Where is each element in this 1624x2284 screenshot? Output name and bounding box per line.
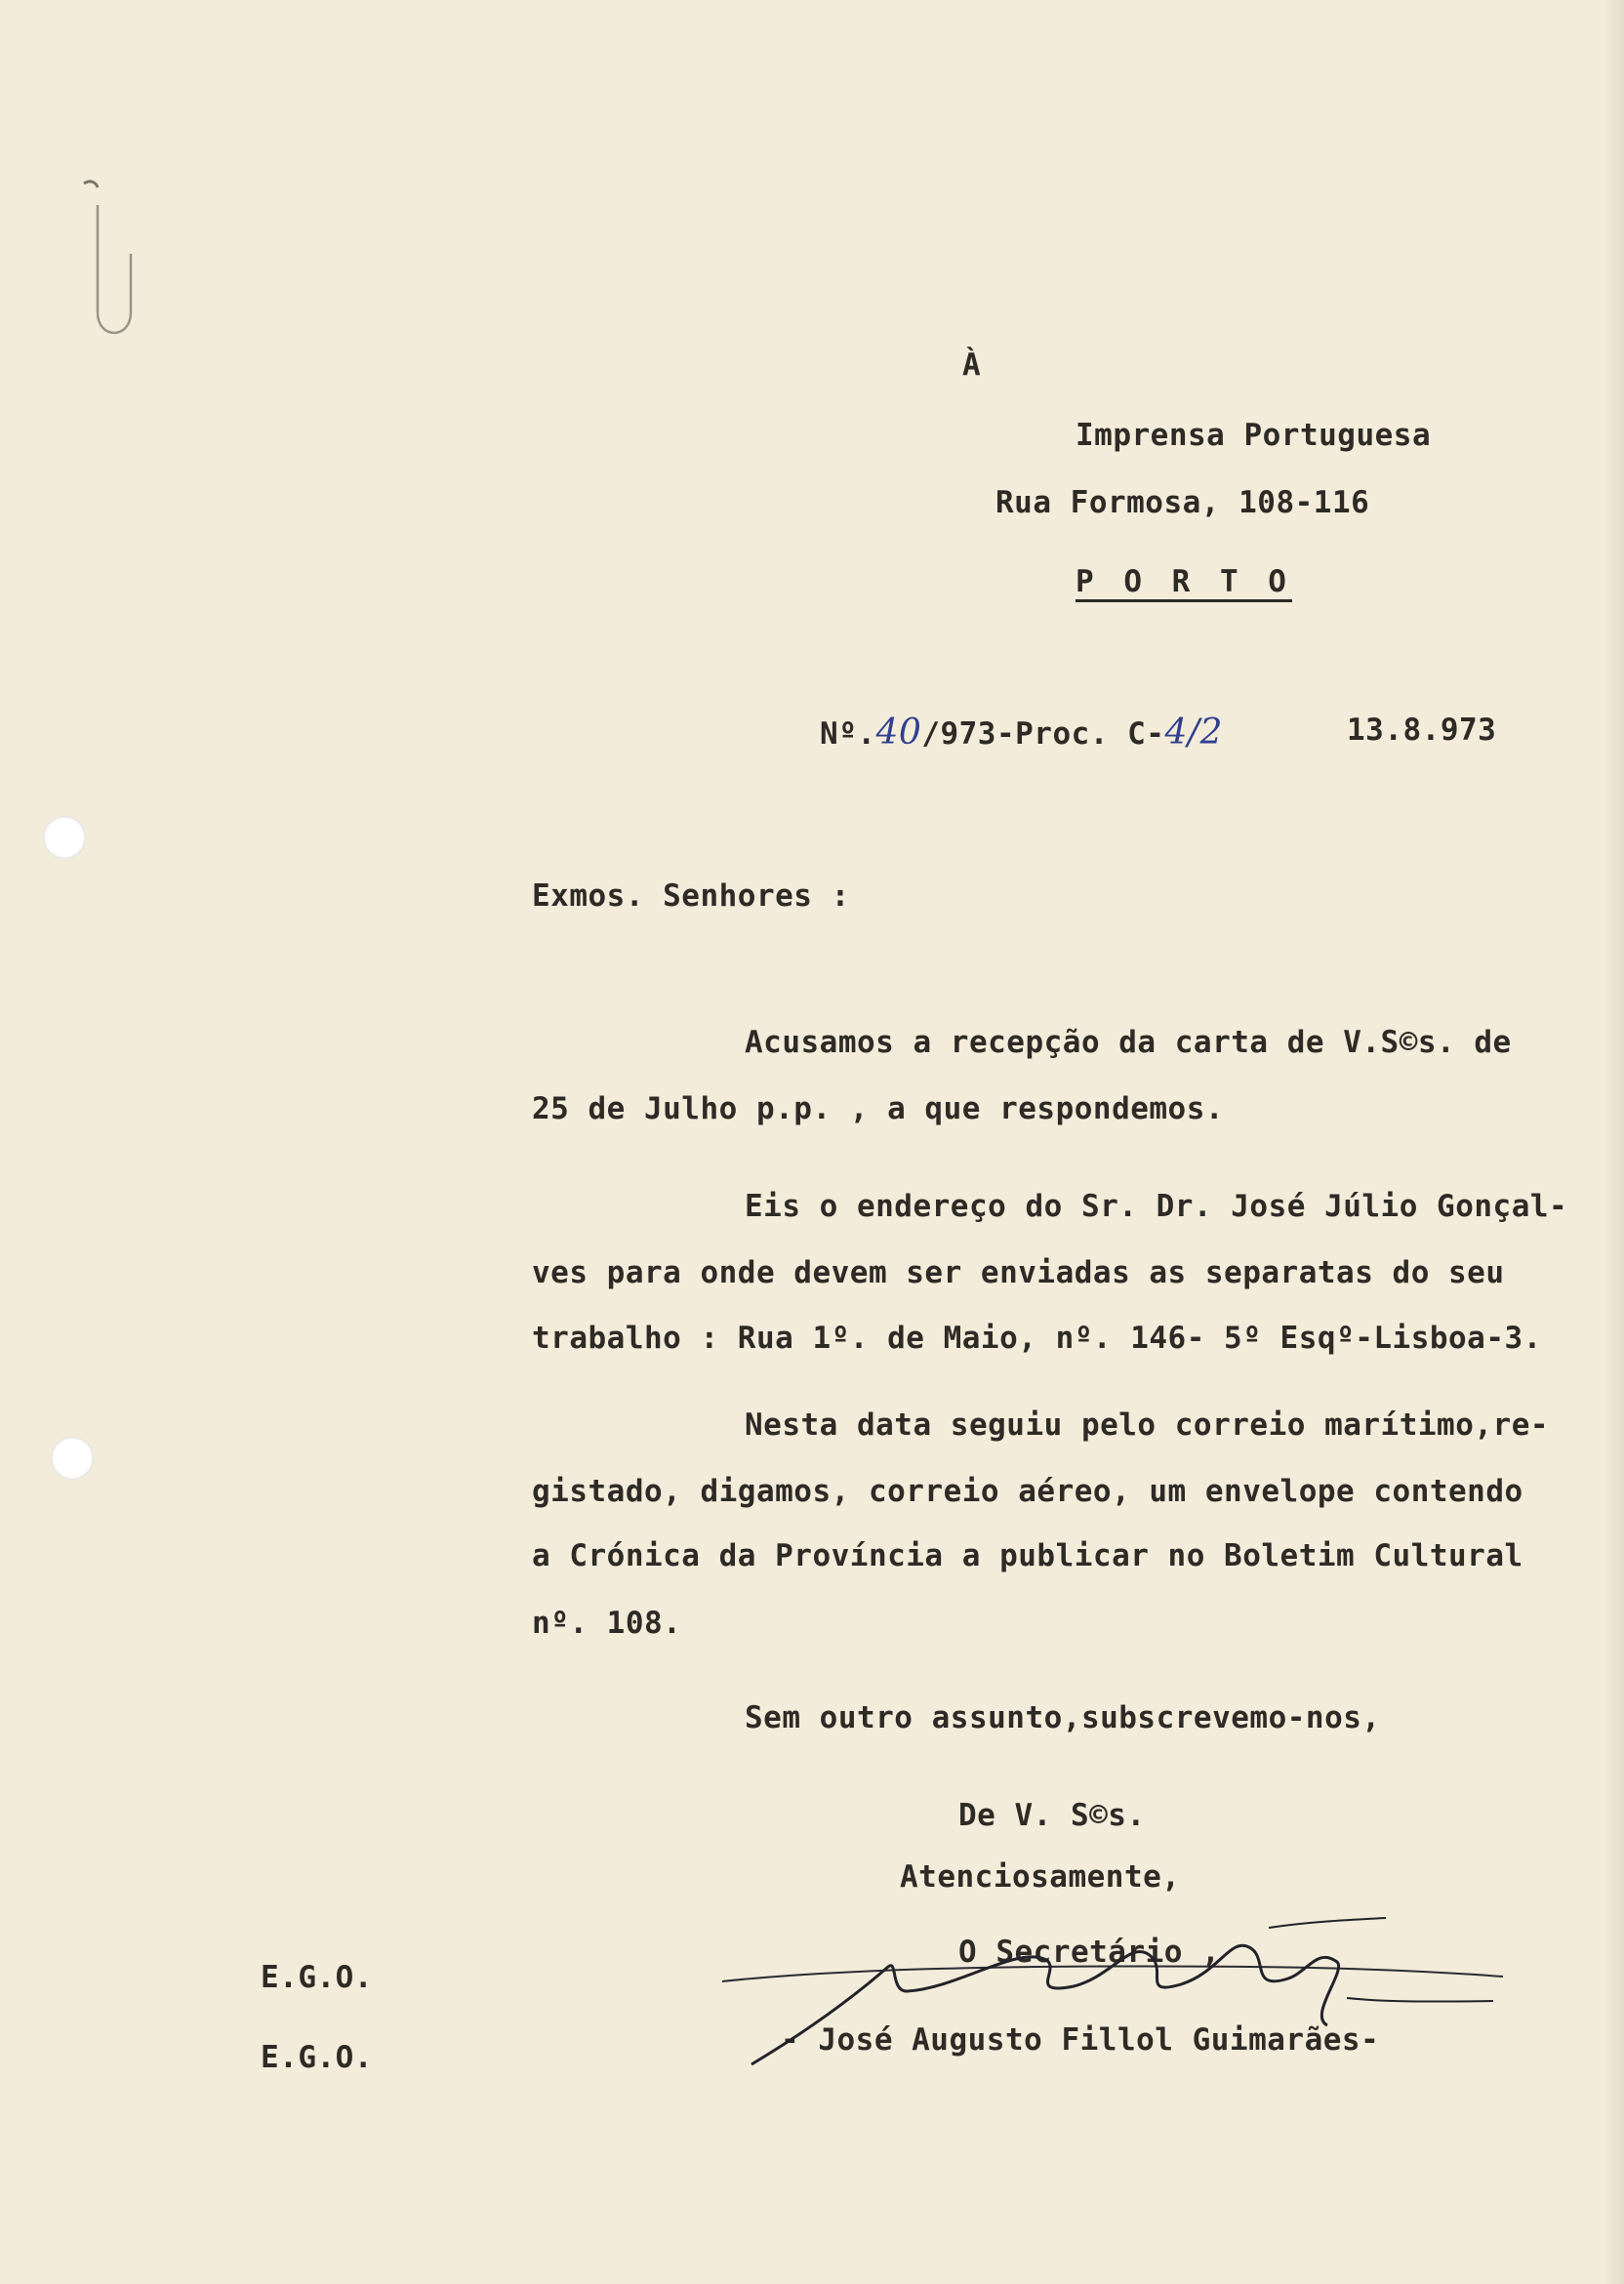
body-line: Acusamos a recepção da carta de V.S©s. de [745, 1025, 1512, 1060]
body-line: ves para onde devem ser enviadas as separatas do seu [532, 1255, 1505, 1290]
reference-number-handwritten: 40 [875, 713, 922, 753]
recipient-address: Rua Formosa, 108-116 [995, 485, 1370, 520]
punch-hole [43, 816, 86, 859]
salutation-prefix: À [962, 347, 982, 383]
paper-edge [1603, 0, 1624, 2284]
body-line: gistado, digamos, correio aéreo, um envelope contendo [532, 1474, 1523, 1509]
closing-line: De V. S©s. [958, 1798, 1146, 1833]
body-line: nº. 108. [532, 1606, 682, 1641]
reference-prefix: Nº. [820, 716, 876, 752]
handwritten-signature [722, 1908, 1522, 2084]
body-line: Eis o endereço do Sr. Dr. José Júlio Gonçal- [745, 1189, 1568, 1224]
reference-middle: /973-Proc. C- [921, 716, 1165, 752]
signatory-name: - José Augusto Fillol Guimarães- [781, 2022, 1380, 2058]
body-line: trabalho : Rua 1º. de Maio, nº. 146- 5º Esqº-Lisboa-3. [532, 1321, 1542, 1356]
recipient-city: P O R T O [1076, 564, 1292, 599]
proc-suffix-handwritten: 4/2 [1164, 713, 1223, 753]
recipient-name: Imprensa Portuguesa [1076, 418, 1432, 453]
letter-date: 13.8.973 [1347, 713, 1497, 748]
greeting: Exmos. Senhores : [532, 878, 850, 914]
closing-line: Atenciosamente, [900, 1859, 1181, 1895]
signatory-title: O Secretário , [958, 1935, 1221, 1970]
punch-hole [51, 1437, 94, 1480]
body-line: a Crónica da Província a publicar no Boletim Cultural [532, 1538, 1523, 1573]
copy-note: E.G.O. [261, 1960, 373, 1995]
closing-line: Sem outro assunto,subscrevemo-nos, [745, 1700, 1381, 1735]
paperclip-mark [76, 176, 133, 342]
reference-line [820, 713, 1223, 753]
body-line: Nesta data seguiu pelo correio marítimo,re- [745, 1407, 1550, 1443]
copy-note: E.G.O. [261, 2040, 373, 2075]
body-line: 25 de Julho p.p. , a que respondemos. [532, 1091, 1225, 1126]
